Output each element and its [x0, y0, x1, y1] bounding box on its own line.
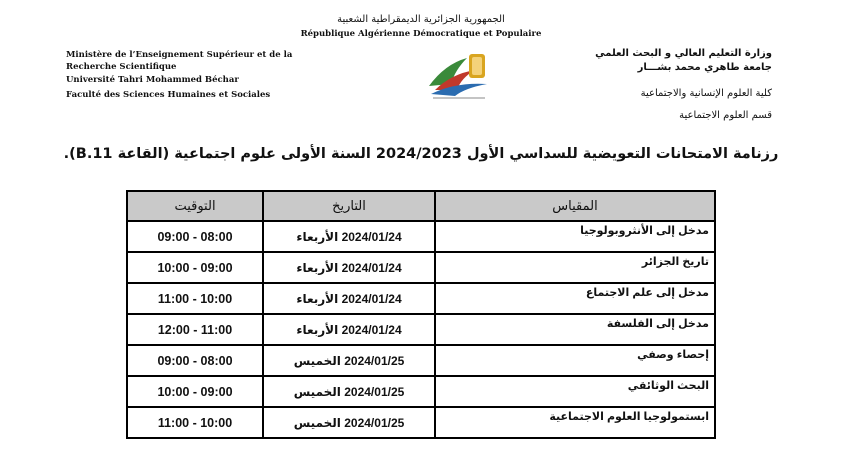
exam-module: ابستمولوجيا العلوم الاجتماعية	[435, 407, 715, 438]
exam-module: البحث الوثائقي	[435, 376, 715, 407]
exam-time: 09:00 - 08:00	[127, 345, 263, 376]
table-row	[127, 221, 715, 252]
faculty-arabic: كلية العلوم الإنسانية والاجتماعية	[640, 88, 772, 99]
exam-date-cell	[263, 314, 435, 345]
exam-date-cell	[263, 407, 435, 438]
exam-date: 2024/01/25	[344, 415, 405, 430]
exam-date: 2024/01/24	[341, 229, 402, 244]
table-header-row	[127, 191, 715, 221]
table-row	[127, 252, 715, 283]
exam-schedule-title: رزنامة الامتحانات التعويضية للسداسي الأول 2024/2023 السنة الأولى علوم اجتماعية (القاعة B.11).	[63, 146, 779, 162]
exam-schedule-table	[126, 190, 716, 439]
exam-day: الأربعاء	[296, 229, 339, 244]
exam-time: 09:00 - 08:00	[127, 221, 263, 252]
exam-day: الخميس	[293, 384, 341, 399]
republic-french: République Algérienne Démocratique et Populaire	[300, 29, 542, 39]
table-row	[127, 407, 715, 438]
exam-date: 2024/01/25	[344, 353, 405, 368]
ministry-french-line1: Ministère de l’Enseignement Supérieur et de la	[66, 50, 293, 60]
exam-time: 11:00 - 10:00	[127, 283, 263, 314]
exam-date-cell	[263, 345, 435, 376]
exam-module: مدخل إلى علم الاجتماع	[435, 283, 715, 314]
table-row	[127, 283, 715, 314]
header-module: المقياس	[435, 191, 715, 221]
exam-module: مدخل إلى الأنثروبولوجيا	[435, 221, 715, 252]
exam-time: 10:00 - 09:00	[127, 376, 263, 407]
header-time: التوقيت	[127, 191, 263, 221]
exam-module: تاريخ الجزائر	[435, 252, 715, 283]
faculty-french: Faculté des Sciences Humaines et Sociales	[66, 90, 271, 100]
header-date: التاريخ	[263, 191, 435, 221]
exam-date-cell	[263, 283, 435, 314]
exam-day: الخميس	[293, 353, 341, 368]
exam-date-cell	[263, 221, 435, 252]
exam-date: 2024/01/24	[341, 260, 402, 275]
exam-date: 2024/01/24	[341, 291, 402, 306]
table-row	[127, 345, 715, 376]
exam-day: الخميس	[293, 415, 341, 430]
university-french: Université Tahri Mohammed Béchar	[66, 75, 239, 85]
department-arabic: قسم العلوم الاجتماعية	[679, 110, 772, 121]
exam-date-cell	[263, 376, 435, 407]
table-row	[127, 376, 715, 407]
ministry-arabic: وزارة التعليم العالي و البحث العلمي	[595, 48, 772, 59]
exam-day: الأربعاء	[296, 291, 339, 306]
exam-time: 12:00 - 11:00	[127, 314, 263, 345]
exam-day: الأربعاء	[296, 322, 339, 337]
exam-day: الأربعاء	[296, 260, 339, 275]
exam-module: إحصاء وصفي	[435, 345, 715, 376]
university-arabic: جامعة طاهري محمد بشـــار	[637, 62, 772, 73]
republic-arabic: الجمهورية الجزائرية الديمقراطية الشعبية	[337, 14, 505, 25]
ministry-french-line2: Recherche Scientifique	[66, 62, 177, 72]
university-logo-icon	[425, 46, 491, 100]
exam-date: 2024/01/24	[341, 322, 402, 337]
exam-module: مدخل إلى الفلسفة	[435, 314, 715, 345]
table-row	[127, 314, 715, 345]
exam-date: 2024/01/25	[344, 384, 405, 399]
exam-time: 11:00 - 10:00	[127, 407, 263, 438]
exam-date-cell	[263, 252, 435, 283]
exam-time: 10:00 - 09:00	[127, 252, 263, 283]
